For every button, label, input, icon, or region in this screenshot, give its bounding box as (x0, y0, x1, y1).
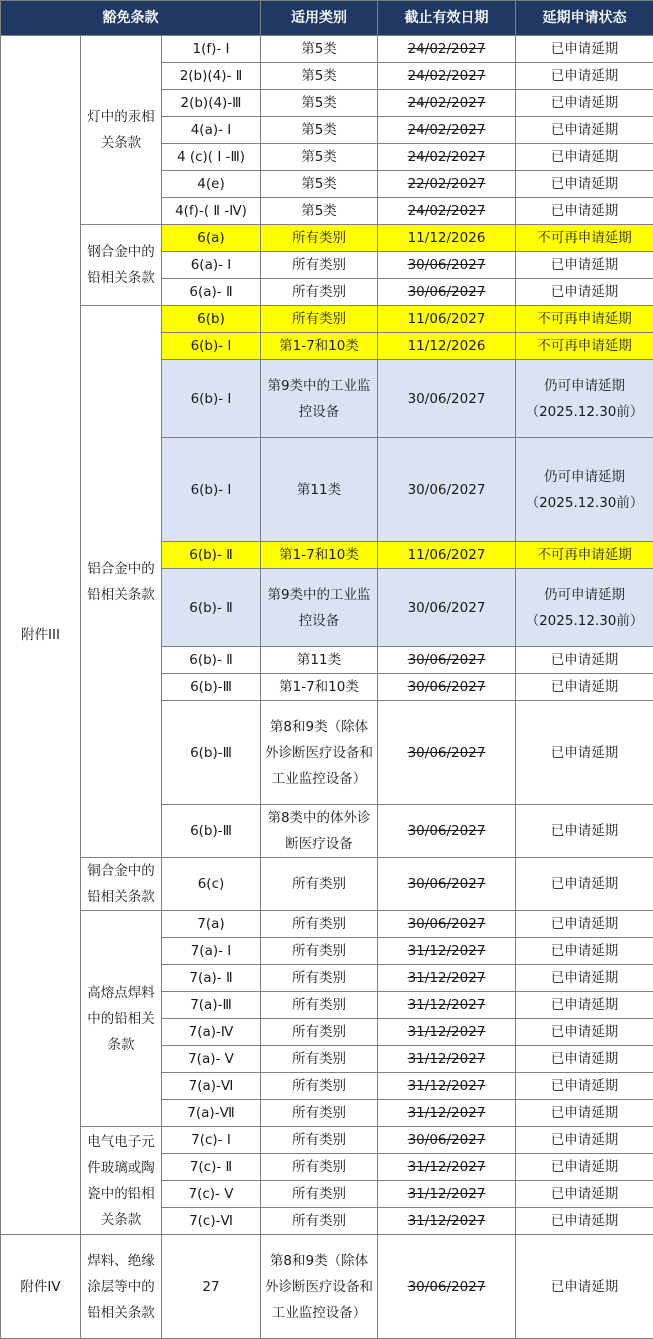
status-cell-text: 已申请延期 (551, 943, 619, 959)
table-row (1, 1127, 653, 1154)
category-cell-text: 所有类别 (292, 284, 346, 300)
category-cell-text: 所有类别 (292, 230, 346, 246)
clause-cell-text: 7(a) (197, 916, 224, 932)
expiry-cell (378, 171, 516, 198)
category-cell (261, 63, 378, 90)
status-cell (516, 333, 653, 360)
expiry-cell (378, 1154, 516, 1181)
clause-cell (162, 1127, 261, 1154)
status-cell-text: 不可再申请延期 (537, 230, 632, 246)
status-cell-text: 已申请延期 (551, 1105, 619, 1121)
status-cell (516, 1154, 653, 1181)
status-cell (516, 438, 653, 542)
category-cell-text: 所有类别 (292, 876, 346, 892)
group-aluminium: 铝合金中的铅相关条款 (81, 306, 162, 858)
clause-cell (162, 674, 261, 701)
expiry-cell (378, 569, 516, 647)
category-cell (261, 1154, 378, 1181)
clause-cell (162, 279, 261, 306)
category-cell-text: 第9类中的工业监控设备 (267, 378, 370, 420)
status-cell (516, 90, 653, 117)
table-row (1, 225, 653, 252)
table-body (1, 36, 653, 1339)
status-cell-text: 已申请延期 (551, 257, 619, 273)
status-cell-text: 已申请延期 (551, 916, 619, 932)
category-cell (261, 117, 378, 144)
header-expiry: 截止有效日期 (378, 1, 516, 36)
clause-cell-text: 6(a)- Ⅰ (191, 257, 232, 273)
status-cell-text: 已申请延期 (551, 997, 619, 1013)
clause-cell-text: 2(b)(4)-Ⅲ (181, 95, 242, 111)
status-cell (516, 1046, 653, 1073)
clause-cell (162, 1073, 261, 1100)
clause-cell-text: 6(a)- Ⅱ (189, 284, 232, 300)
clause-cell (162, 1154, 261, 1181)
header-status: 延期申请状态 (516, 1, 653, 36)
status-cell-text: 已申请延期 (551, 1159, 619, 1175)
category-cell-text: 所有类别 (292, 1132, 346, 1148)
category-cell (261, 279, 378, 306)
clause-cell (162, 542, 261, 569)
expiry-cell-text: 11/06/2027 (408, 547, 486, 563)
header-category: 适用类别 (261, 1, 378, 36)
clause-cell (162, 938, 261, 965)
table-row (1, 36, 653, 63)
clause-cell-text: 6(b)- Ⅰ (191, 482, 232, 498)
clause-cell (162, 306, 261, 333)
status-cell (516, 198, 653, 225)
category-cell-text: 所有类别 (292, 970, 346, 986)
status-cell (516, 1127, 653, 1154)
category-cell (261, 1100, 378, 1127)
expiry-cell-text: 31/12/2027 (408, 1051, 486, 1067)
category-cell (261, 1019, 378, 1046)
annex-iii: 附件III (1, 36, 81, 1235)
clause-cell-text: 7(c)- Ⅴ (189, 1186, 234, 1202)
expiry-cell (378, 117, 516, 144)
status-cell-text: 不可再申请延期 (537, 311, 632, 327)
clause-cell-text: 2(b)(4)- Ⅱ (180, 68, 243, 84)
expiry-cell (378, 36, 516, 63)
status-cell-text: 已申请延期 (551, 679, 619, 695)
group-solder: 高熔点焊料中的铅相关条款 (81, 911, 162, 1127)
group-lamp: 灯中的汞相关条款 (81, 36, 162, 225)
category-cell (261, 1046, 378, 1073)
clause-cell-text: 6(b) (197, 311, 225, 327)
clause-cell (162, 1235, 261, 1339)
table-row (1, 306, 653, 333)
clause-cell-text: 6(b)-Ⅲ (190, 823, 232, 839)
category-cell-text: 所有类别 (292, 916, 346, 932)
status-cell (516, 805, 653, 858)
clause-cell-text: 7(c)-Ⅵ (189, 1213, 233, 1229)
clause-cell-text: 7(c)- Ⅰ (191, 1132, 231, 1148)
expiry-cell-text: 30/06/2027 (408, 876, 486, 892)
expiry-cell (378, 911, 516, 938)
expiry-cell (378, 144, 516, 171)
clause-cell-text: 7(a)- Ⅰ (191, 943, 232, 959)
clause-cell-text: 6(b)- Ⅱ (189, 600, 233, 616)
expiry-cell (378, 438, 516, 542)
status-cell-text: 已申请延期 (551, 149, 619, 165)
clause-cell-text: 4(f)-( Ⅱ -Ⅳ) (175, 203, 247, 219)
category-cell-text: 第8和9类（除体外诊断医疗设备和工业监控设备） (265, 719, 373, 787)
category-cell (261, 333, 378, 360)
group-iv-solder: 焊料、绝缘涂层等中的铅相关条款 (81, 1235, 162, 1339)
clause-cell-text: 27 (202, 1279, 219, 1295)
expiry-cell-text: 30/06/2027 (408, 823, 486, 839)
status-cell (516, 1181, 653, 1208)
status-cell-text: 已申请延期 (551, 122, 619, 138)
category-cell-text: 所有类别 (292, 1105, 346, 1121)
clause-cell-text: 6(b)-Ⅲ (190, 679, 232, 695)
expiry-cell (378, 938, 516, 965)
status-cell-text: 已申请延期 (551, 1186, 619, 1202)
clause-cell (162, 647, 261, 674)
status-cell (516, 965, 653, 992)
status-cell (516, 569, 653, 647)
category-cell (261, 992, 378, 1019)
status-cell-text: 已申请延期 (551, 1213, 619, 1229)
category-cell (261, 225, 378, 252)
status-cell (516, 938, 653, 965)
clause-cell (162, 1181, 261, 1208)
expiry-cell (378, 333, 516, 360)
clause-cell-text: 7(a)-Ⅳ (189, 1024, 234, 1040)
category-cell-text: 第5类 (301, 41, 337, 57)
clause-cell-text: 4 (c)( Ⅰ -Ⅲ) (177, 149, 245, 165)
category-cell (261, 252, 378, 279)
category-cell-text: 所有类别 (292, 311, 346, 327)
status-cell (516, 1019, 653, 1046)
clause-cell-text: 6(b)- Ⅰ (191, 338, 232, 354)
category-cell-text: 第9类中的工业监控设备 (267, 587, 370, 629)
clause-cell-text: 6(b)- Ⅱ (189, 652, 233, 668)
clause-cell (162, 1046, 261, 1073)
expiry-cell-text: 30/06/2027 (408, 284, 486, 300)
clause-cell (162, 144, 261, 171)
status-cell-text: 已申请延期 (551, 652, 619, 668)
expiry-cell (378, 1100, 516, 1127)
expiry-cell (378, 279, 516, 306)
clause-cell (162, 63, 261, 90)
category-cell-text: 第5类 (301, 122, 337, 138)
status-cell (516, 701, 653, 805)
clause-cell-text: 6(a) (197, 230, 224, 246)
expiry-cell (378, 225, 516, 252)
category-cell (261, 911, 378, 938)
status-cell-text: 已申请延期 (551, 68, 619, 84)
clause-cell (162, 1208, 261, 1235)
expiry-cell (378, 1235, 516, 1339)
status-cell-text: 已申请延期 (551, 176, 619, 192)
clause-cell-text: 6(b)-Ⅲ (190, 745, 232, 761)
expiry-cell-text: 30/06/2027 (408, 745, 486, 761)
expiry-cell (378, 1208, 516, 1235)
expiry-cell-text: 30/06/2027 (408, 1132, 486, 1148)
expiry-cell-text: 30/06/2027 (408, 679, 486, 695)
category-cell (261, 360, 378, 438)
table-row (1, 1235, 653, 1339)
status-cell (516, 63, 653, 90)
clause-cell (162, 225, 261, 252)
expiry-cell-text: 11/12/2026 (408, 230, 486, 246)
expiry-cell-text: 31/12/2027 (408, 943, 486, 959)
status-cell-text: 已申请延期 (551, 1051, 619, 1067)
group-steel: 钢合金中的铅相关条款 (81, 225, 162, 306)
status-cell-text: 已申请延期 (551, 1132, 619, 1148)
category-cell (261, 90, 378, 117)
category-cell (261, 1073, 378, 1100)
status-cell (516, 144, 653, 171)
clause-cell (162, 36, 261, 63)
status-cell-text: 已申请延期 (551, 745, 619, 761)
status-cell (516, 279, 653, 306)
category-cell-text: 所有类别 (292, 1024, 346, 1040)
clause-cell (162, 992, 261, 1019)
category-cell (261, 701, 378, 805)
category-cell (261, 569, 378, 647)
annex-iv: 附件IV (1, 1235, 81, 1339)
status-cell (516, 1073, 653, 1100)
category-cell (261, 1127, 378, 1154)
clause-cell (162, 117, 261, 144)
status-cell-text: 已申请延期 (551, 1024, 619, 1040)
header-row (1, 1, 653, 36)
status-cell-text: 已申请延期 (551, 203, 619, 219)
expiry-cell (378, 1073, 516, 1100)
expiry-cell-text: 30/06/2027 (408, 916, 486, 932)
status-cell-text: 已申请延期 (551, 823, 619, 839)
status-cell-text: 已申请延期 (551, 95, 619, 111)
category-cell-text: 所有类别 (292, 1078, 346, 1094)
status-cell (516, 1100, 653, 1127)
expiry-cell-text: 31/12/2027 (408, 1024, 486, 1040)
category-cell (261, 674, 378, 701)
expiry-cell (378, 858, 516, 911)
clause-cell-text: 6(b)- Ⅰ (191, 391, 232, 407)
status-cell (516, 647, 653, 674)
category-cell-text: 第5类 (301, 149, 337, 165)
status-cell-text: 不可再申请延期 (537, 547, 632, 563)
status-cell (516, 117, 653, 144)
category-cell (261, 306, 378, 333)
clause-cell (162, 911, 261, 938)
expiry-cell-text: 24/02/2027 (408, 203, 486, 219)
expiry-cell (378, 1127, 516, 1154)
clause-cell (162, 438, 261, 542)
category-cell (261, 805, 378, 858)
category-cell (261, 438, 378, 542)
expiry-cell (378, 674, 516, 701)
expiry-cell-text: 31/12/2027 (408, 1159, 486, 1175)
category-cell-text: 所有类别 (292, 257, 346, 273)
category-cell-text: 第1-7和10类 (279, 679, 359, 695)
clause-cell-text: 7(c)- Ⅱ (190, 1159, 232, 1175)
expiry-cell-text: 30/06/2027 (408, 652, 486, 668)
expiry-cell-text: 24/02/2027 (408, 149, 486, 165)
expiry-cell-text: 30/06/2027 (408, 482, 486, 498)
clause-cell-text: 7(a)- Ⅱ (189, 970, 232, 986)
clause-cell (162, 333, 261, 360)
expiry-cell (378, 306, 516, 333)
category-cell-text: 第11类 (297, 652, 341, 668)
status-cell (516, 858, 653, 911)
expiry-cell (378, 90, 516, 117)
category-cell (261, 858, 378, 911)
clause-cell (162, 805, 261, 858)
expiry-cell-text: 31/12/2027 (408, 1213, 486, 1229)
clause-cell (162, 1019, 261, 1046)
clause-cell-text: 7(a)-Ⅵ (189, 1078, 234, 1094)
expiry-cell (378, 1019, 516, 1046)
status-cell-text: 仍可申请延期（2025.12.30前） (526, 469, 644, 511)
clause-cell-text: 7(a)- Ⅴ (188, 1051, 234, 1067)
clause-cell-text: 7(a)-Ⅶ (187, 1105, 234, 1121)
expiry-cell (378, 252, 516, 279)
expiry-cell (378, 805, 516, 858)
clause-cell (162, 701, 261, 805)
category-cell (261, 1181, 378, 1208)
expiry-cell (378, 647, 516, 674)
category-cell (261, 144, 378, 171)
clause-cell-text: 7(a)-Ⅲ (190, 997, 232, 1013)
status-cell-text: 已申请延期 (551, 970, 619, 986)
category-cell-text: 所有类别 (292, 1186, 346, 1202)
status-cell-text: 已申请延期 (551, 1279, 619, 1295)
expiry-cell-text: 31/12/2027 (408, 997, 486, 1013)
expiry-cell (378, 701, 516, 805)
expiry-cell (378, 63, 516, 90)
status-cell (516, 1208, 653, 1235)
expiry-cell-text: 31/12/2027 (408, 1078, 486, 1094)
status-cell (516, 992, 653, 1019)
expiry-cell-text: 22/02/2027 (408, 176, 486, 192)
expiry-cell (378, 198, 516, 225)
clause-cell (162, 965, 261, 992)
expiry-cell (378, 965, 516, 992)
category-cell (261, 171, 378, 198)
category-cell-text: 第5类 (301, 176, 337, 192)
category-cell (261, 965, 378, 992)
status-cell (516, 911, 653, 938)
clause-cell (162, 360, 261, 438)
expiry-cell (378, 360, 516, 438)
table-row (1, 911, 653, 938)
category-cell-text: 第8和9类（除体外诊断医疗设备和工业监控设备） (265, 1253, 373, 1321)
expiry-cell-text: 24/02/2027 (408, 68, 486, 84)
expiry-cell-text: 24/02/2027 (408, 41, 486, 57)
clause-cell (162, 858, 261, 911)
status-cell-text: 仍可申请延期（2025.12.30前） (526, 378, 644, 420)
status-cell (516, 252, 653, 279)
expiry-cell-text: 30/06/2027 (408, 257, 486, 273)
category-cell (261, 647, 378, 674)
category-cell (261, 198, 378, 225)
status-cell (516, 36, 653, 63)
category-cell (261, 1208, 378, 1235)
status-cell-text: 已申请延期 (551, 876, 619, 892)
category-cell (261, 1235, 378, 1339)
header-exemption: 豁免条款 (1, 1, 261, 36)
category-cell (261, 938, 378, 965)
status-cell (516, 171, 653, 198)
status-cell-text: 已申请延期 (551, 284, 619, 300)
expiry-cell (378, 1181, 516, 1208)
status-cell-text: 仍可申请延期（2025.12.30前） (526, 587, 644, 629)
clause-cell (162, 198, 261, 225)
category-cell-text: 所有类别 (292, 1159, 346, 1175)
category-cell-text: 第1-7和10类 (279, 547, 359, 563)
status-cell (516, 1235, 653, 1339)
expiry-cell-text: 24/02/2027 (408, 122, 486, 138)
expiry-cell-text: 30/06/2027 (408, 391, 486, 407)
category-cell-text: 第11类 (297, 482, 341, 498)
status-cell (516, 360, 653, 438)
category-cell-text: 第5类 (301, 95, 337, 111)
clause-cell-text: 6(c) (198, 876, 225, 892)
status-cell-text: 已申请延期 (551, 41, 619, 57)
status-cell (516, 225, 653, 252)
expiry-cell (378, 542, 516, 569)
expiry-cell-text: 31/12/2027 (408, 1186, 486, 1202)
expiry-cell-text: 30/06/2027 (408, 1279, 486, 1295)
group-copper: 铜合金中的铅相关条款 (81, 858, 162, 911)
clause-cell-text: 4(a)- Ⅰ (191, 122, 232, 138)
clause-cell (162, 252, 261, 279)
category-cell (261, 36, 378, 63)
category-cell-text: 所有类别 (292, 1051, 346, 1067)
category-cell-text: 所有类别 (292, 943, 346, 959)
expiry-cell-text: 30/06/2027 (408, 600, 486, 616)
expiry-cell-text: 31/12/2027 (408, 1105, 486, 1121)
clause-cell-text: 6(b)- Ⅱ (189, 547, 233, 563)
table-row (1, 858, 653, 911)
category-cell-text: 第8类中的体外诊断医疗设备 (267, 810, 370, 852)
expiry-cell-text: 31/12/2027 (408, 970, 486, 986)
clause-cell (162, 1100, 261, 1127)
expiry-cell-text: 11/12/2026 (408, 338, 486, 354)
status-cell-text: 已申请延期 (551, 1078, 619, 1094)
clause-cell (162, 90, 261, 117)
clause-cell (162, 569, 261, 647)
status-cell (516, 306, 653, 333)
clause-cell-text: 1(f)- Ⅰ (192, 41, 229, 57)
category-cell (261, 542, 378, 569)
clause-cell-text: 4(e) (197, 176, 224, 192)
expiry-cell (378, 1046, 516, 1073)
category-cell-text: 第5类 (301, 203, 337, 219)
status-cell (516, 674, 653, 701)
status-cell (516, 542, 653, 569)
status-cell-text: 不可再申请延期 (537, 338, 632, 354)
expiry-cell-text: 11/06/2027 (408, 311, 486, 327)
category-cell-text: 所有类别 (292, 1213, 346, 1229)
expiry-cell-text: 24/02/2027 (408, 95, 486, 111)
category-cell-text: 所有类别 (292, 997, 346, 1013)
expiry-cell (378, 992, 516, 1019)
category-cell-text: 第5类 (301, 68, 337, 84)
category-cell-text: 第1-7和10类 (279, 338, 359, 354)
group-glass: 电气电子元件玻璃或陶瓷中的铅相关条款 (81, 1127, 162, 1235)
clause-cell (162, 171, 261, 198)
